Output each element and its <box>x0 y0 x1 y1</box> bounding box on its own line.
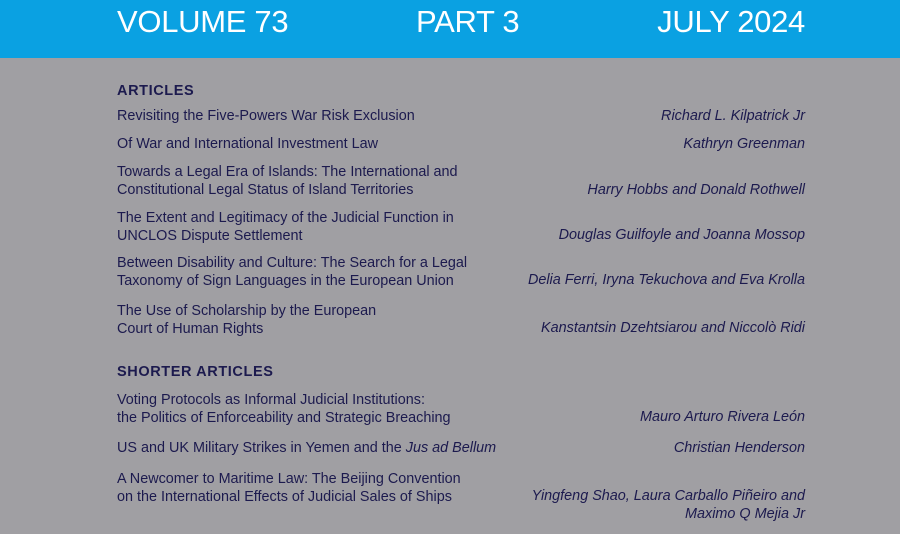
article-title[interactable]: The Use of Scholarship by the European Court of Human Rights <box>117 303 377 337</box>
part-number: PART 3 <box>416 4 520 39</box>
article-author: Delia Ferri, Iryna Tekuchova and Eva Krolla <box>527 272 805 288</box>
shorter-article-title[interactable]: US and UK Military Strikes in Yemen and the Jus ad Bellum <box>117 440 497 456</box>
article-author: Kanstantsin Dzehtsiarou and Niccolò Ridi <box>541 320 805 336</box>
article-title[interactable]: Towards a Legal Era of Islands: The International and Constitutional Legal Status of Island Territories <box>117 164 458 198</box>
article-title[interactable]: Between Disability and Culture: The Search for a Legal Taxonomy of Sign Languages in the European Union <box>117 255 468 289</box>
shorter-article-title[interactable]: Voting Protocols as Informal Judicial Institutions: the Politics of Enforceability and Strategic Breaching <box>117 392 451 426</box>
shorter-article-author: Mauro Arturo Rivera León <box>639 409 805 425</box>
article-title[interactable]: The Extent and Legitimacy of the Judicial Function in UNCLOS Dispute Settlement <box>117 210 454 244</box>
journal-header-band <box>0 0 900 58</box>
article-author: Kathryn Greenman <box>683 136 805 152</box>
article-author: Richard L. Kilpatrick Jr <box>661 108 805 124</box>
article-author: Douglas Guilfoyle and Joanna Mossop <box>558 227 805 243</box>
shorter-article-title[interactable]: A Newcomer to Maritime Law: The Beijing Convention on the International Effects of Judicial Sales of Ships <box>117 471 461 505</box>
shorter-article-author: Christian Henderson <box>673 440 805 456</box>
volume-number: VOLUME 73 <box>117 4 289 39</box>
shorter-article-author: Yingfeng Shao, Laura Carballo Piñeiro and Maximo Q Mejia Jr <box>531 488 805 522</box>
article-author: Harry Hobbs and Donald Rothwell <box>587 182 805 198</box>
section-heading-shorter-articles: SHORTER ARTICLES <box>117 364 274 380</box>
issue-date: JULY 2024 <box>657 4 805 39</box>
article-title[interactable]: Revisiting the Five-Powers War Risk Exclusion <box>117 108 415 124</box>
section-heading-articles: ARTICLES <box>117 83 195 99</box>
article-title[interactable]: Of War and International Investment Law <box>117 136 379 152</box>
